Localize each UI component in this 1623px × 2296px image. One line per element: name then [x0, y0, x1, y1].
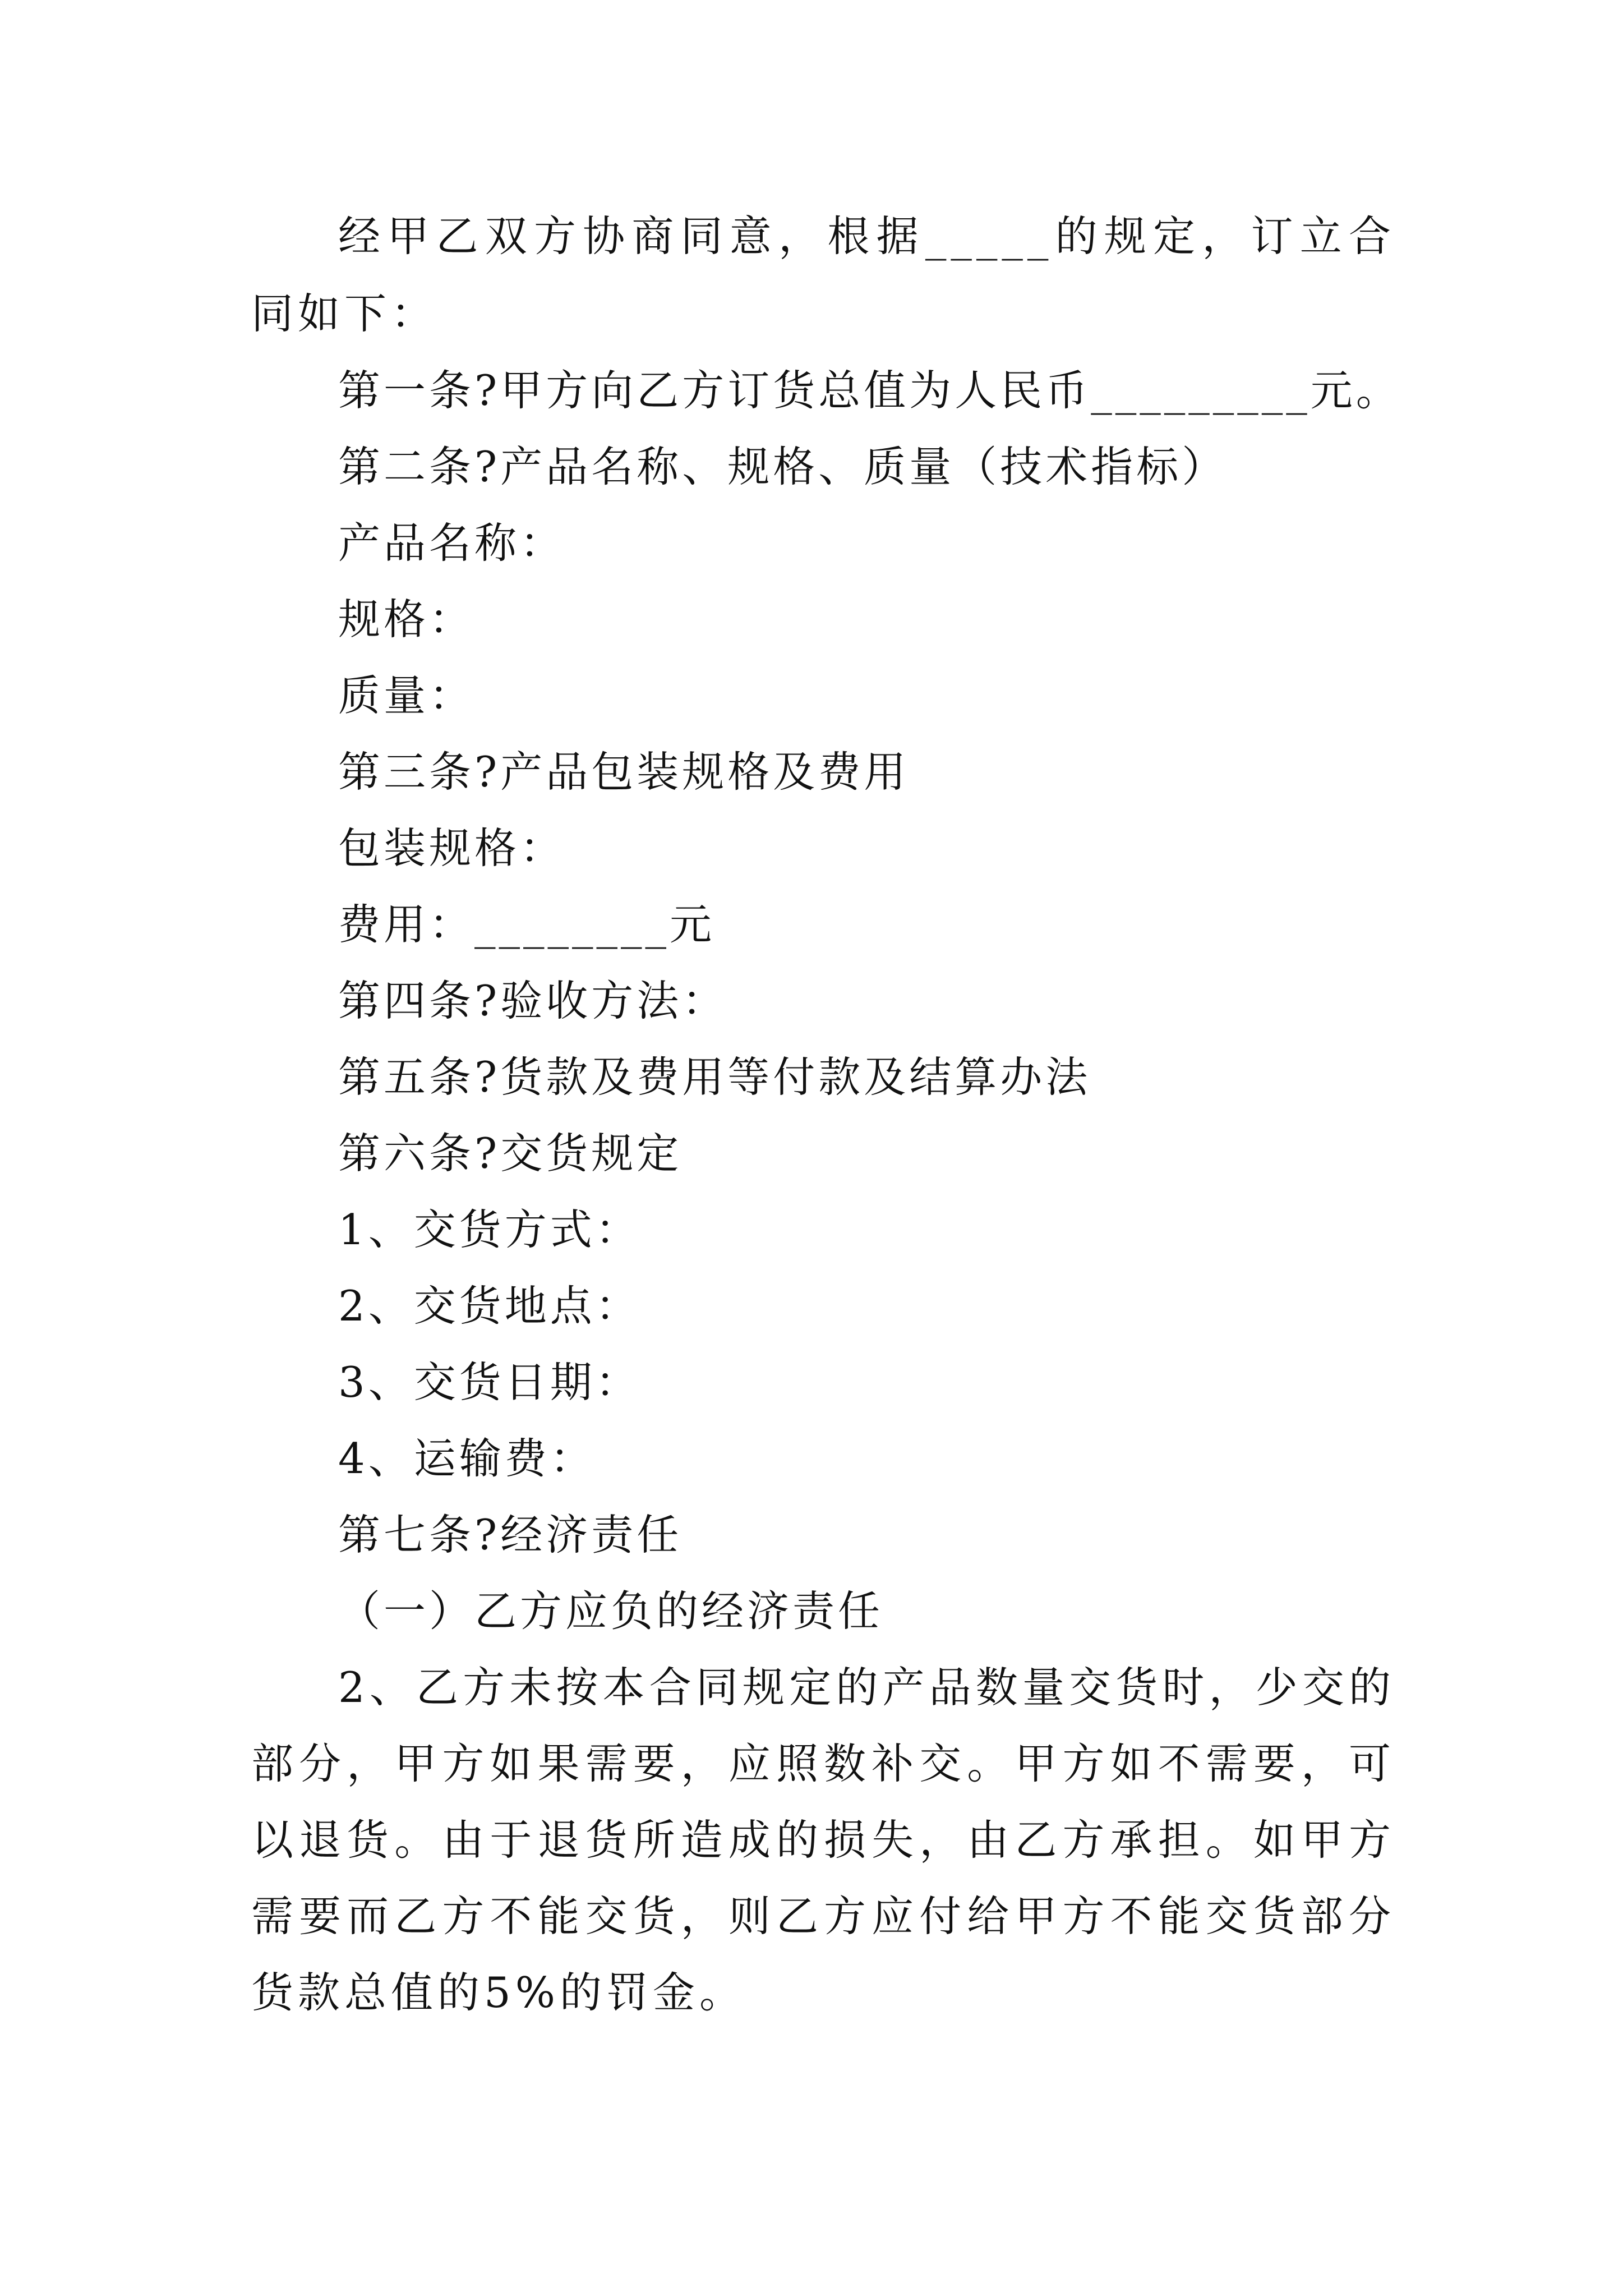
paragraph-intro: 经甲乙双方协商同意，根据_____的规定，订立合同如下： — [251, 211, 1395, 338]
paragraph-article-1: 第一条?甲方向乙方订货总值为人民币_________元。 — [338, 366, 1401, 415]
subheading-party-b-liability: （一）乙方应负的经济责任 — [338, 1586, 884, 1636]
paragraph-article-7: 第七条?经济责任 — [338, 1510, 683, 1559]
paragraph-clause-2: 2、乙方未按本合同规定的产品数量交货时，少交的部分，甲方如果需要，应照数补交。甲方如不需要，可以退货。由于退货所造成的损失，由乙方承担。如甲方需要而乙方不能交货，则乙方应付给甲方不能交货部分货款总值的5%的罚金。 — [251, 1663, 1395, 2017]
list-item-delivery-method: 1、交货方式： — [338, 1205, 641, 1254]
field-product-name: 产品名称： — [338, 518, 566, 568]
paragraph-article-6: 第六条?交货规定 — [338, 1129, 683, 1178]
list-item-delivery-location: 2、交货地点： — [338, 1281, 641, 1331]
field-packaging-spec: 包装规格： — [338, 823, 566, 873]
document-body — [251, 197, 1401, 2031]
field-specification: 规格： — [338, 595, 475, 644]
field-quality: 质量： — [338, 671, 475, 720]
paragraph-article-2: 第二条?产品名称、规格、质量（技术指标） — [338, 442, 1228, 491]
paragraph-article-5: 第五条?货款及费用等付款及结算办法 — [338, 1052, 1091, 1102]
list-item-delivery-date: 3、交货日期： — [338, 1358, 641, 1407]
paragraph-article-3: 第三条?产品包装规格及费用 — [338, 747, 910, 797]
field-fee: 费用：________元 — [338, 900, 716, 949]
list-item-transport-fee: 4、运输费： — [338, 1434, 596, 1483]
paragraph-article-4: 第四条?验收方法： — [338, 976, 728, 1025]
